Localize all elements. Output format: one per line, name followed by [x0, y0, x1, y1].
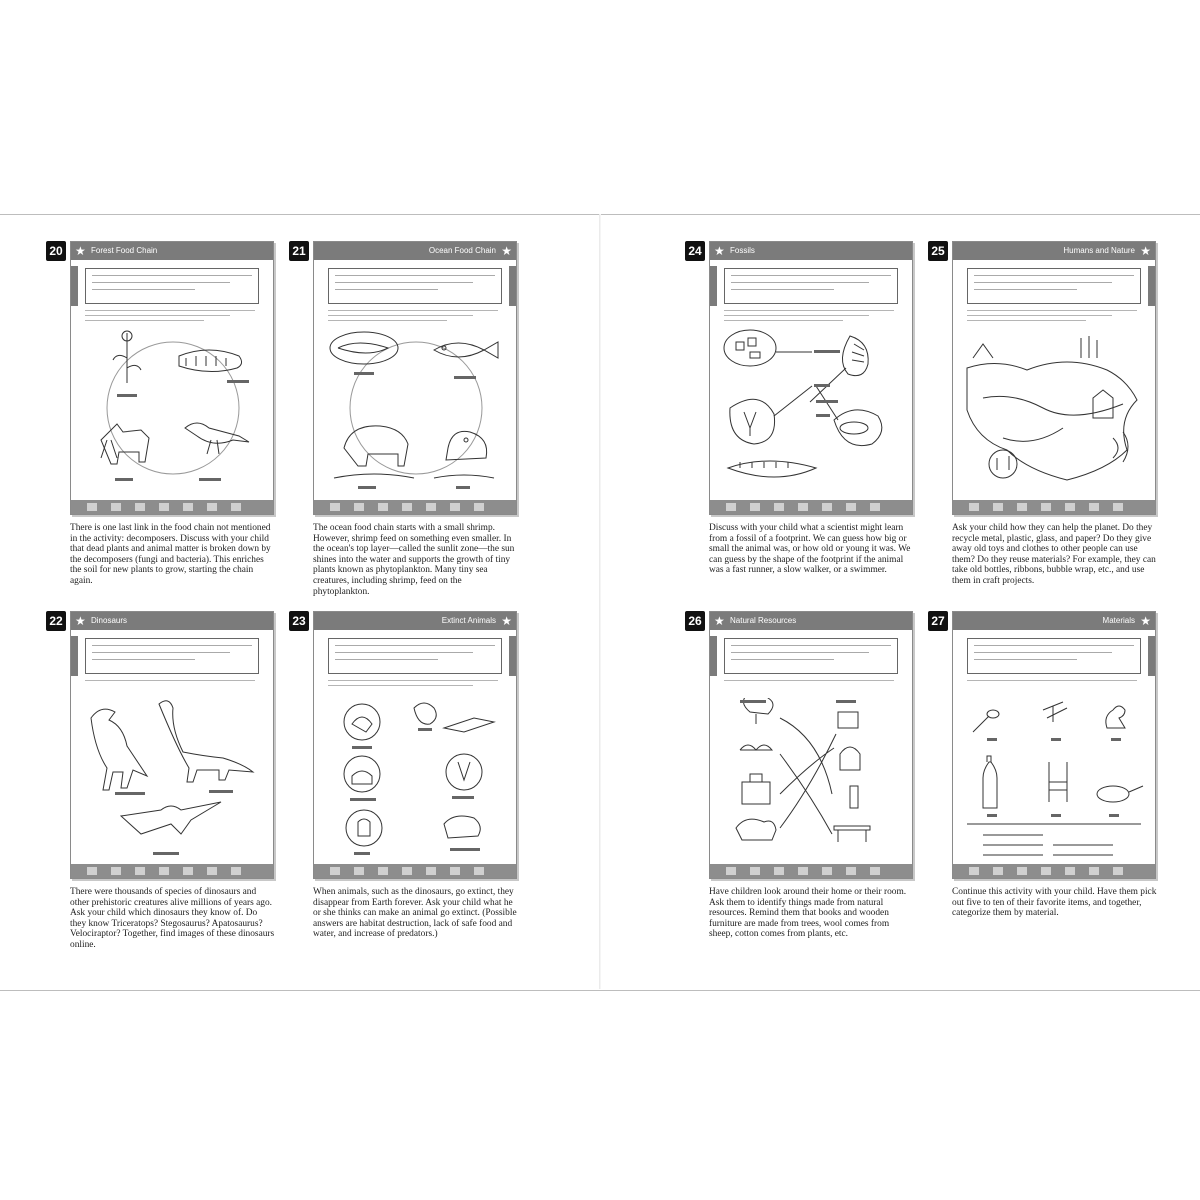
- activity-number: 22: [46, 611, 66, 631]
- ocean-food-chain-illustration: [324, 328, 506, 494]
- instruction-box: [724, 638, 898, 674]
- activity-page-thumbnail: [70, 611, 274, 879]
- page-title: Natural Resources: [730, 616, 797, 625]
- activity-number: 25: [928, 241, 948, 261]
- page-footer: [710, 500, 912, 514]
- page-title-bar: [314, 242, 516, 260]
- activity-page-thumbnail: [952, 611, 1156, 879]
- instruction-box: [967, 268, 1141, 304]
- spread-gutter: [599, 214, 601, 989]
- activity-number: 20: [46, 241, 66, 261]
- activity-page-thumbnail: [313, 241, 517, 515]
- star-icon: ★: [501, 614, 512, 628]
- activity-note: Continue this activity with your child. Have them pick out five to ten of their favorite items, and together, categorize them by material.: [952, 887, 1157, 919]
- instruction-lines: [967, 680, 1137, 685]
- star-icon: ★: [501, 244, 512, 258]
- side-tab: [509, 266, 516, 306]
- fossils-illustration: [720, 328, 902, 494]
- star-icon: ★: [1140, 244, 1151, 258]
- activity-page-thumbnail: [709, 611, 913, 879]
- side-tab: [710, 636, 717, 676]
- page-title-bar: [953, 242, 1155, 260]
- star-icon: ★: [75, 244, 86, 258]
- page-title: Humans and Nature: [1063, 246, 1135, 255]
- star-icon: ★: [714, 614, 725, 628]
- instruction-box: [85, 268, 259, 304]
- page-title: Materials: [1102, 616, 1135, 625]
- page-title-bar: [71, 242, 273, 260]
- activity-number: 27: [928, 611, 948, 631]
- page-title: Fossils: [730, 246, 755, 255]
- star-icon: ★: [714, 244, 725, 258]
- extinct-animals-illustration: [324, 698, 506, 864]
- instruction-lines: [724, 310, 894, 325]
- page-footer: [953, 864, 1155, 878]
- food-chain-illustration: [81, 328, 263, 494]
- page-title-bar: [314, 612, 516, 630]
- natural-resources-matching-illustration: [720, 698, 902, 864]
- page-title: Dinosaurs: [91, 616, 128, 625]
- activity-note: Have children look around their home or their room. Ask them to identify things made from natural resources. Remind them that books and wooden furniture are made from trees, wool comes from sheep, cotton comes from plants, etc.: [709, 887, 907, 940]
- activity-page-thumbnail: [313, 611, 517, 879]
- page-title: Ocean Food Chain: [428, 246, 496, 255]
- instruction-box: [724, 268, 898, 304]
- activity-note: Ask your child how they can help the planet. Do they recycle metal, plastic, glass, and paper? Do they give away old toys and clothes to other people can use them? Do they reuse materials? For example, they can take old bottles, ribbons, bubble wrap, etc., and use them in craft projects.: [952, 523, 1156, 586]
- page-title-bar: [710, 612, 912, 630]
- instruction-box: [328, 268, 502, 304]
- page-title-bar: [710, 242, 912, 260]
- side-tab: [71, 636, 78, 676]
- activity-note: There were thousands of species of dinosaurs and other prehistoric creatures alive millions of years ago. Ask your child which dinosaurs they know of. Do they know Triceratops? Stegosaurus? Apatosaurus? Velociraptor? Together, find images of these dinosaurs online.: [70, 887, 275, 950]
- activity-page-thumbnail: [952, 241, 1156, 515]
- side-tab: [509, 636, 516, 676]
- activity-number: 21: [289, 241, 309, 261]
- page-title-bar: [953, 612, 1155, 630]
- side-tab: [71, 266, 78, 306]
- side-tab: [1148, 266, 1155, 306]
- activity-note: When animals, such as the dinosaurs, go extinct, they disappear from Earth forever. Ask your child what he or she thinks can make an animal go extinct. (Possible answers are habitat destruction, lack of safe food and water, and increase of predators.): [313, 887, 517, 940]
- instruction-lines: [724, 680, 894, 685]
- instruction-box: [328, 638, 502, 674]
- side-tab: [710, 266, 717, 306]
- activity-number: 26: [685, 611, 705, 631]
- activity-number: 24: [685, 241, 705, 261]
- page-footer: [71, 500, 273, 514]
- star-icon: ★: [1140, 614, 1151, 628]
- instruction-box: [85, 638, 259, 674]
- activity-page-thumbnail: [709, 241, 913, 515]
- instruction-lines: [85, 310, 255, 325]
- activity-note: The ocean food chain starts with a small shrimp. However, shrimp feed on something even smaller. In the ocean's top layer—called the sunlit zone—the sun shines into the water and supports the growth of tiny plants known as phytoplankton. Many tiny sea creatures, including shrimp, feed on the phytoplankton.: [313, 523, 515, 597]
- activity-note: There is one last link in the food chain not mentioned in the activity: decomposers. Discuss with your child that dead plants and animal matter is broken down by the decomposers (fungi and bacteria). This enriches the soil for new plants to grow, starting the chain again.: [70, 523, 271, 586]
- star-icon: ★: [75, 614, 86, 628]
- page-title: Extinct Animals: [441, 616, 496, 625]
- page-title-bar: [71, 612, 273, 630]
- materials-illustration: [963, 698, 1145, 864]
- page-title: Forest Food Chain: [91, 246, 158, 255]
- page-footer: [953, 500, 1155, 514]
- activity-page-thumbnail: [70, 241, 274, 515]
- page-footer: [314, 864, 516, 878]
- activity-number: 23: [289, 611, 309, 631]
- side-tab: [1148, 636, 1155, 676]
- activity-note: Discuss with your child what a scientist might learn from a fossil of a footprint. We can guess how big or small the animal was, or how old or young it was. We can guess by the shape of the footprint if the animal was a fast runner, a slow walker, or a swimmer.: [709, 523, 911, 576]
- dinosaurs-illustration: [81, 698, 263, 864]
- instruction-box: [967, 638, 1141, 674]
- instruction-lines: [328, 310, 498, 325]
- page-footer: [314, 500, 516, 514]
- instruction-lines: [967, 310, 1137, 325]
- page-footer: [71, 864, 273, 878]
- humans-nature-illustration: [963, 328, 1145, 494]
- page-footer: [710, 864, 912, 878]
- instruction-lines: [85, 680, 255, 685]
- instruction-lines: [328, 680, 498, 690]
